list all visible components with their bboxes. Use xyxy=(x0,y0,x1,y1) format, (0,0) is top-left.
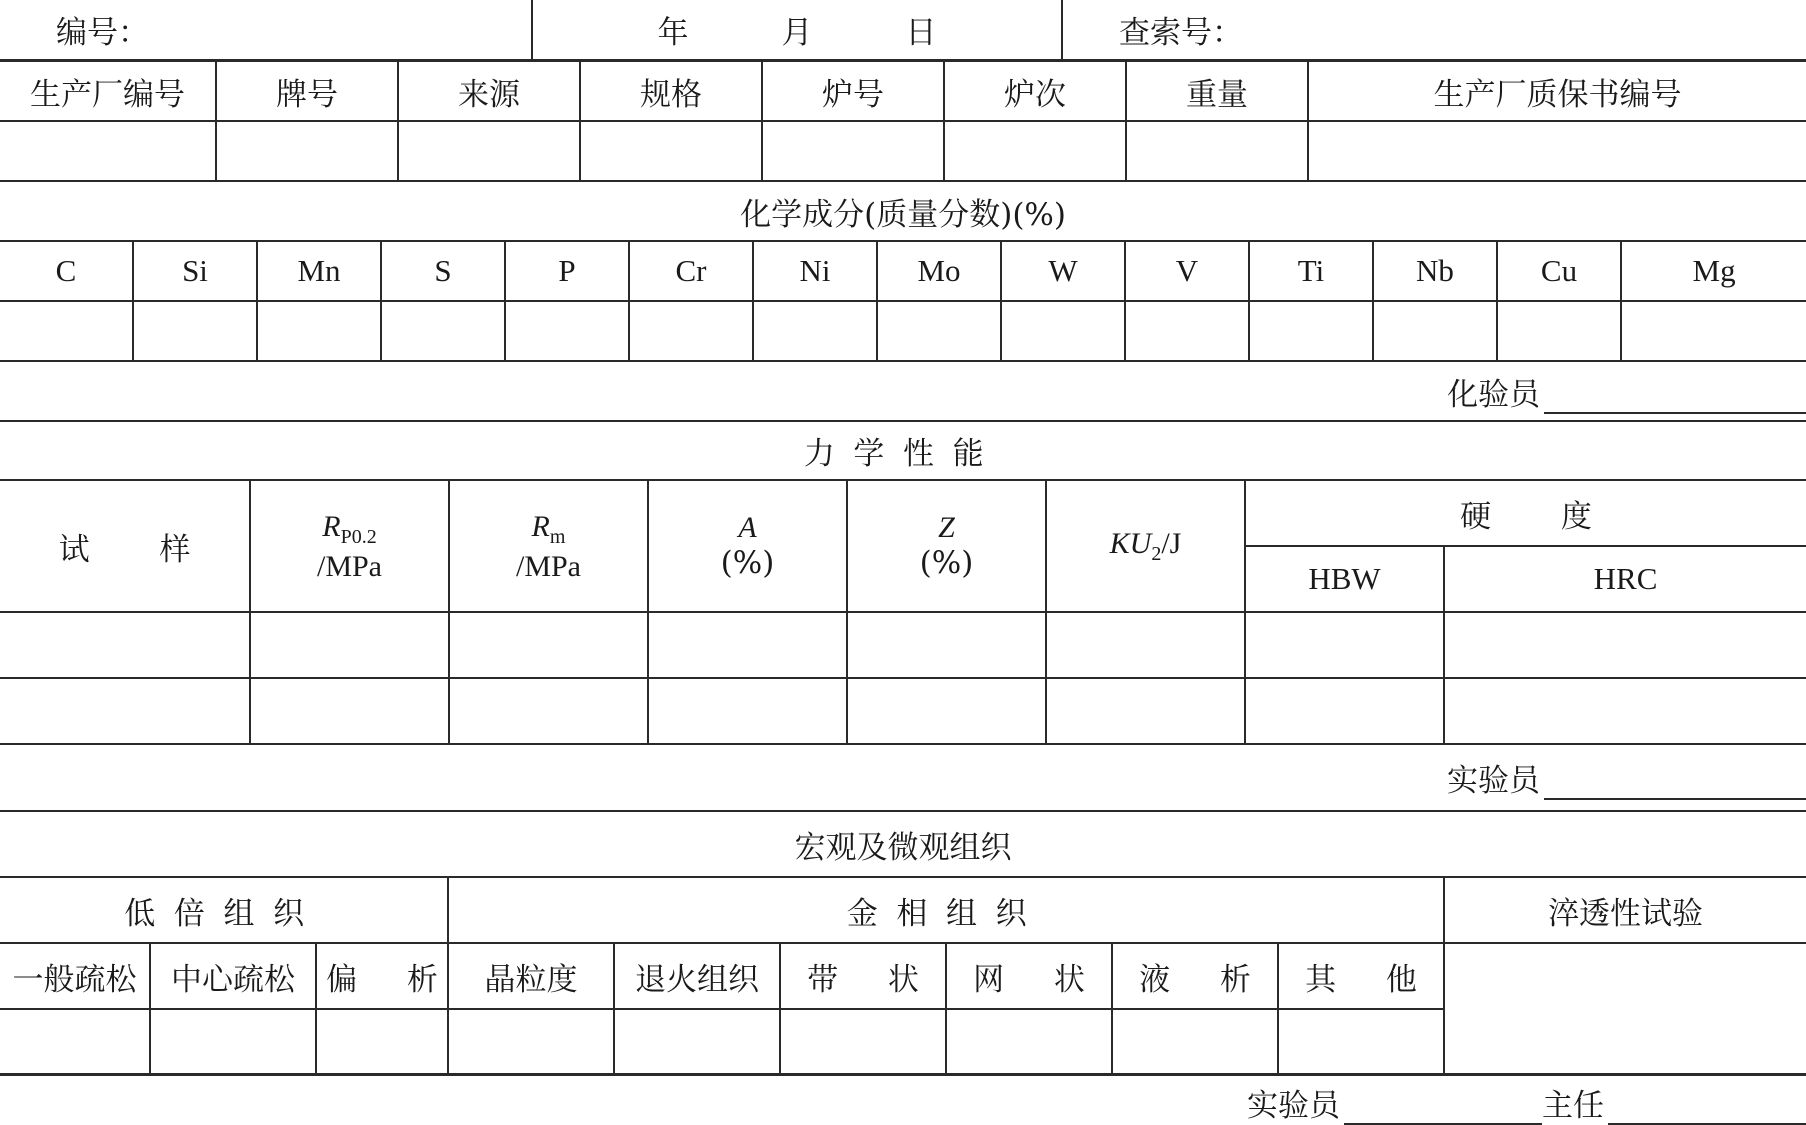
col-quality-certificate-number: 生产厂质保书编号 xyxy=(1308,61,1806,121)
chemist-signature-field[interactable] xyxy=(1544,382,1806,414)
table-cell[interactable] xyxy=(505,301,629,361)
table-cell[interactable] xyxy=(1126,121,1308,181)
table-cell[interactable] xyxy=(0,121,216,181)
tester-signature-field[interactable] xyxy=(1544,768,1806,800)
footer-signatures xyxy=(0,1078,1806,1124)
table-cell[interactable] xyxy=(847,678,1046,744)
element-nb: Nb xyxy=(1373,241,1497,301)
chemist-signature-row xyxy=(0,361,1806,421)
table-cell[interactable] xyxy=(1444,678,1806,744)
macro-structure-header: 低倍组织 xyxy=(0,877,448,943)
source-info-table xyxy=(0,60,1806,182)
structure-table xyxy=(0,810,1806,1076)
col-other: 其 他 xyxy=(1278,943,1444,1009)
table-cell[interactable] xyxy=(780,1009,946,1075)
col-specification: 规格 xyxy=(580,61,762,121)
lookup-number-label[interactable]: 查索号： xyxy=(1062,0,1806,60)
table-cell[interactable] xyxy=(0,1009,150,1075)
table-cell[interactable] xyxy=(1245,612,1444,678)
element-mn: Mn xyxy=(257,241,381,301)
chemist-label: 化验员 xyxy=(1447,376,1541,413)
table-cell[interactable] xyxy=(648,678,847,744)
table-cell[interactable] xyxy=(629,301,753,361)
final-tester-signature-field[interactable] xyxy=(1344,1093,1542,1125)
col-general-porosity: 一般疏松 xyxy=(0,943,150,1009)
chemical-composition-table xyxy=(0,180,1806,422)
table-cell[interactable] xyxy=(257,301,381,361)
tester-label: 实验员 xyxy=(1447,763,1541,799)
col-elongation: A (%) xyxy=(648,480,847,612)
col-heat-batch: 炉次 xyxy=(944,61,1126,121)
hardenability-test-header: 淬透性试验 xyxy=(1444,877,1806,943)
element-mo: Mo xyxy=(877,241,1001,301)
hardenability-cell[interactable] xyxy=(1444,943,1806,1075)
table-cell[interactable] xyxy=(0,301,133,361)
table-cell[interactable] xyxy=(1497,301,1621,361)
col-grade: 牌号 xyxy=(216,61,398,121)
col-rp02: $R_{P0.2}$ /MPa xyxy=(250,480,449,612)
table-cell[interactable] xyxy=(648,612,847,678)
table-cell[interactable] xyxy=(0,612,250,678)
col-specimen: 试 样 xyxy=(0,480,250,612)
table-cell[interactable] xyxy=(150,1009,316,1075)
col-reduction-of-area: Z (%) xyxy=(847,480,1046,612)
table-cell[interactable] xyxy=(449,678,648,744)
table-cell[interactable] xyxy=(877,301,1001,361)
table-cell[interactable] xyxy=(1245,678,1444,744)
table-cell[interactable] xyxy=(133,301,257,361)
col-weight: 重量 xyxy=(1126,61,1308,121)
table-cell[interactable] xyxy=(614,1009,780,1075)
table-cell[interactable] xyxy=(398,121,580,181)
table-cell[interactable] xyxy=(381,301,505,361)
col-grain-size: 晶粒度 xyxy=(448,943,614,1009)
col-hrc: HRC xyxy=(1444,546,1806,612)
element-w: W xyxy=(1001,241,1125,301)
table-cell[interactable] xyxy=(580,121,762,181)
col-segregation: 偏 析 xyxy=(316,943,448,1009)
table-cell[interactable] xyxy=(216,121,398,181)
date-label[interactable]: 年 月 日 xyxy=(532,0,1062,60)
element-s: S xyxy=(381,241,505,301)
header-table xyxy=(0,0,1806,61)
element-si: Si xyxy=(133,241,257,301)
director-signature-field[interactable] xyxy=(1608,1093,1806,1125)
mechanical-properties-table xyxy=(0,420,1806,812)
table-cell[interactable] xyxy=(1046,678,1245,744)
table-cell[interactable] xyxy=(250,678,449,744)
table-cell[interactable] xyxy=(1278,1009,1444,1075)
table-cell[interactable] xyxy=(847,612,1046,678)
element-mg: Mg xyxy=(1621,241,1806,301)
director-label: 主任 xyxy=(1542,1088,1604,1124)
col-center-porosity: 中心疏松 xyxy=(150,943,316,1009)
col-heat-number: 炉号 xyxy=(762,61,944,121)
table-cell[interactable] xyxy=(1001,301,1125,361)
col-rm: $R_m$ /MPa xyxy=(449,480,648,612)
table-cell[interactable] xyxy=(1125,301,1249,361)
col-impact-energy: $KU_2/J$ xyxy=(1046,480,1245,612)
form-bottom-rule xyxy=(0,1073,1806,1076)
table-cell[interactable] xyxy=(316,1009,448,1075)
metallographic-structure-header: 金相组织 xyxy=(448,877,1444,943)
table-cell[interactable] xyxy=(1112,1009,1278,1075)
table-cell[interactable] xyxy=(1373,301,1497,361)
col-annealed-structure: 退火组织 xyxy=(614,943,780,1009)
col-manufacturer-number: 生产厂编号 xyxy=(0,61,216,121)
element-ti: Ti xyxy=(1249,241,1373,301)
col-source: 来源 xyxy=(398,61,580,121)
final-tester-label: 实验员 xyxy=(1247,1088,1340,1124)
element-v: V xyxy=(1125,241,1249,301)
table-cell[interactable] xyxy=(1046,612,1245,678)
serial-number-label[interactable]: 编号： xyxy=(0,0,532,60)
table-cell[interactable] xyxy=(449,612,648,678)
table-cell[interactable] xyxy=(1249,301,1373,361)
col-network: 网 状 xyxy=(946,943,1112,1009)
table-cell[interactable] xyxy=(0,678,250,744)
element-cu: Cu xyxy=(1497,241,1621,301)
col-banding: 带 状 xyxy=(780,943,946,1009)
table-cell[interactable] xyxy=(1444,612,1806,678)
structure-section-title: 宏观及微观组织 xyxy=(0,811,1806,877)
col-hbw: HBW xyxy=(1245,546,1444,612)
table-cell[interactable] xyxy=(944,121,1126,181)
chemical-section-title: 化学成分(质量分数)(%) xyxy=(0,181,1806,241)
element-ni: Ni xyxy=(753,241,877,301)
element-p: P xyxy=(505,241,629,301)
col-hardness: 硬 度 xyxy=(1245,480,1806,546)
table-cell[interactable] xyxy=(1308,121,1806,181)
tester-signature-row xyxy=(0,744,1806,811)
col-liquation: 液 析 xyxy=(1112,943,1278,1009)
mechanical-section-title: 力学性能 xyxy=(0,421,1806,480)
table-cell[interactable] xyxy=(250,612,449,678)
element-cr: Cr xyxy=(629,241,753,301)
table-cell[interactable] xyxy=(753,301,877,361)
table-cell[interactable] xyxy=(448,1009,614,1075)
table-cell[interactable] xyxy=(946,1009,1112,1075)
table-cell[interactable] xyxy=(1621,301,1806,361)
table-cell[interactable] xyxy=(762,121,944,181)
element-c: C xyxy=(0,241,133,301)
